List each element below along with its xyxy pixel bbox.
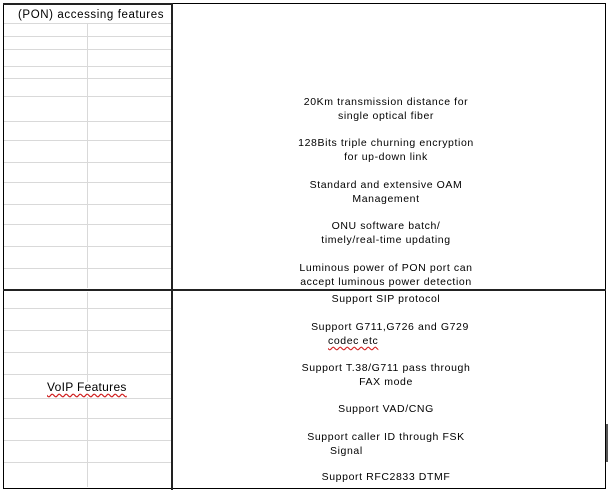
column-divider (171, 3, 173, 490)
feature-item: Luminous power of PON port can accept luminous power detection (299, 262, 473, 288)
section-divider (3, 289, 606, 291)
feature-item: Support G711,G726 and G729 codec etc (311, 321, 469, 347)
feature-item: 20Km transmission distance for single optical fiber (303, 96, 469, 122)
gridline-vertical (87, 23, 88, 288)
gridline-vertical (87, 292, 88, 382)
feature-item: Support RFC2833 DTMF (321, 471, 451, 483)
feature-item: 128Bits triple churning encryption for up-down link (298, 137, 474, 163)
feature-item: ONU software batch/ timely/real-time updating (321, 220, 451, 246)
scroll-edge-marker (606, 424, 608, 462)
pon-section-label: (PON) accessing features (18, 9, 165, 21)
feature-item: Standard and extensive OAM Management (309, 179, 463, 205)
table-top-rule (3, 3, 172, 5)
voip-section-label: VoIP Features (47, 380, 127, 394)
feature-item: Support caller ID through FSK Signal (307, 431, 465, 457)
feature-item: Support T.38/G711 pass through FAX mode (301, 362, 471, 388)
feature-item: Support SIP protocol (331, 293, 441, 305)
gridline-vertical (87, 397, 88, 487)
feature-item: Support VAD/CNG (338, 403, 434, 415)
